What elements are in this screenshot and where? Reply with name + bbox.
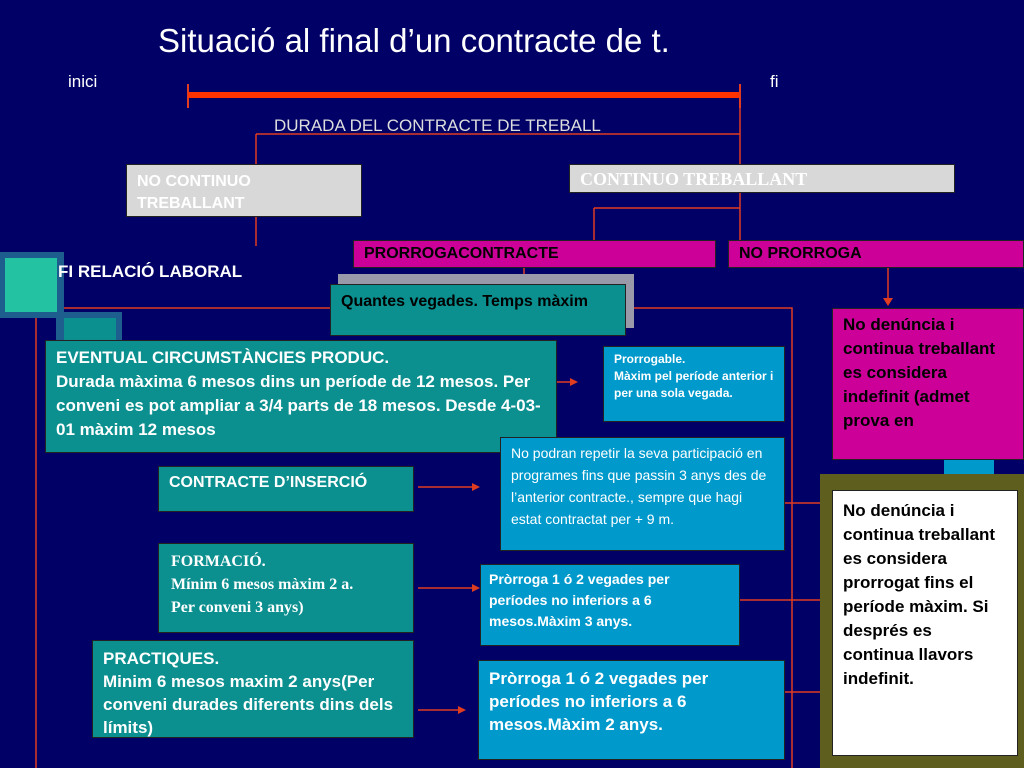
- no-denuncia-indefinit-box: No denúncia i continua treballant es considera indefinit (admet prova en: [832, 308, 1024, 460]
- timeline-end-label: fi: [770, 72, 779, 91]
- continuo-box: CONTINUO TREBALLANT: [569, 164, 955, 193]
- duration-label: DURADA DEL CONTRACTE DE TREBALL: [274, 116, 601, 135]
- insercio-box: CONTRACTE D’INSERCIÓ: [158, 466, 414, 512]
- page-title: Situació al final d’un contracte de t.: [158, 22, 670, 59]
- practiques-box: PRACTIQUES. Minim 6 mesos maxim 2 anys(Per conveni durades diferents dins dels límits): [92, 640, 414, 738]
- quantes-box: Quantes vegades. Temps màxim: [330, 284, 626, 336]
- formacio-box: FORMACIÓ. Mínim 6 mesos màxim 2 a. Per conveni 3 anys): [158, 543, 414, 633]
- no-continuo-box: NO CONTINUO TREBALLANT: [126, 164, 362, 217]
- no-prorroga-box: NO PRORROGA: [728, 240, 1024, 268]
- formacio-prorroga-box: Pròrroga 1 ó 2 vegades per períodes no inferiors a 6 mesos.Màxim 3 anys.: [480, 564, 740, 646]
- eventual-prorroga-box: Prorrogable. Màxim pel període anterior i per una sola vegada.: [603, 346, 785, 422]
- decor-square-2: [5, 258, 57, 312]
- no-denuncia-prorrogat-box: No denúncia i continua treballant es considera prorrogat fins el període màxim. Si després es continua llavors indefinit.: [832, 490, 1018, 756]
- timeline-start-label: inici: [68, 72, 98, 91]
- practiques-prorroga-box: Pròrroga 1 ó 2 vegades per períodes no inferiors a 6 mesos.Màxim 2 anys.: [478, 660, 785, 760]
- eventual-box: EVENTUAL CIRCUMSTÀNCIES PRODUC. Durada màxima 6 mesos dins un període de 12 mesos. Per conveni es pot ampliar a 3/4 parts de 18 mesos. Desde 4-03-01 màxim 12 mesos: [45, 340, 557, 453]
- insercio-note-box: No podran repetir la seva participació en programes fins que passin 3 anys des de l’anterior contracte., sempre que hagi estat contractat per + 9 m.: [500, 437, 785, 551]
- fi-relacio-label: FI RELACIÓ LABORAL: [58, 262, 243, 281]
- prorroga-box: PRORROGACONTRACTE: [353, 240, 716, 268]
